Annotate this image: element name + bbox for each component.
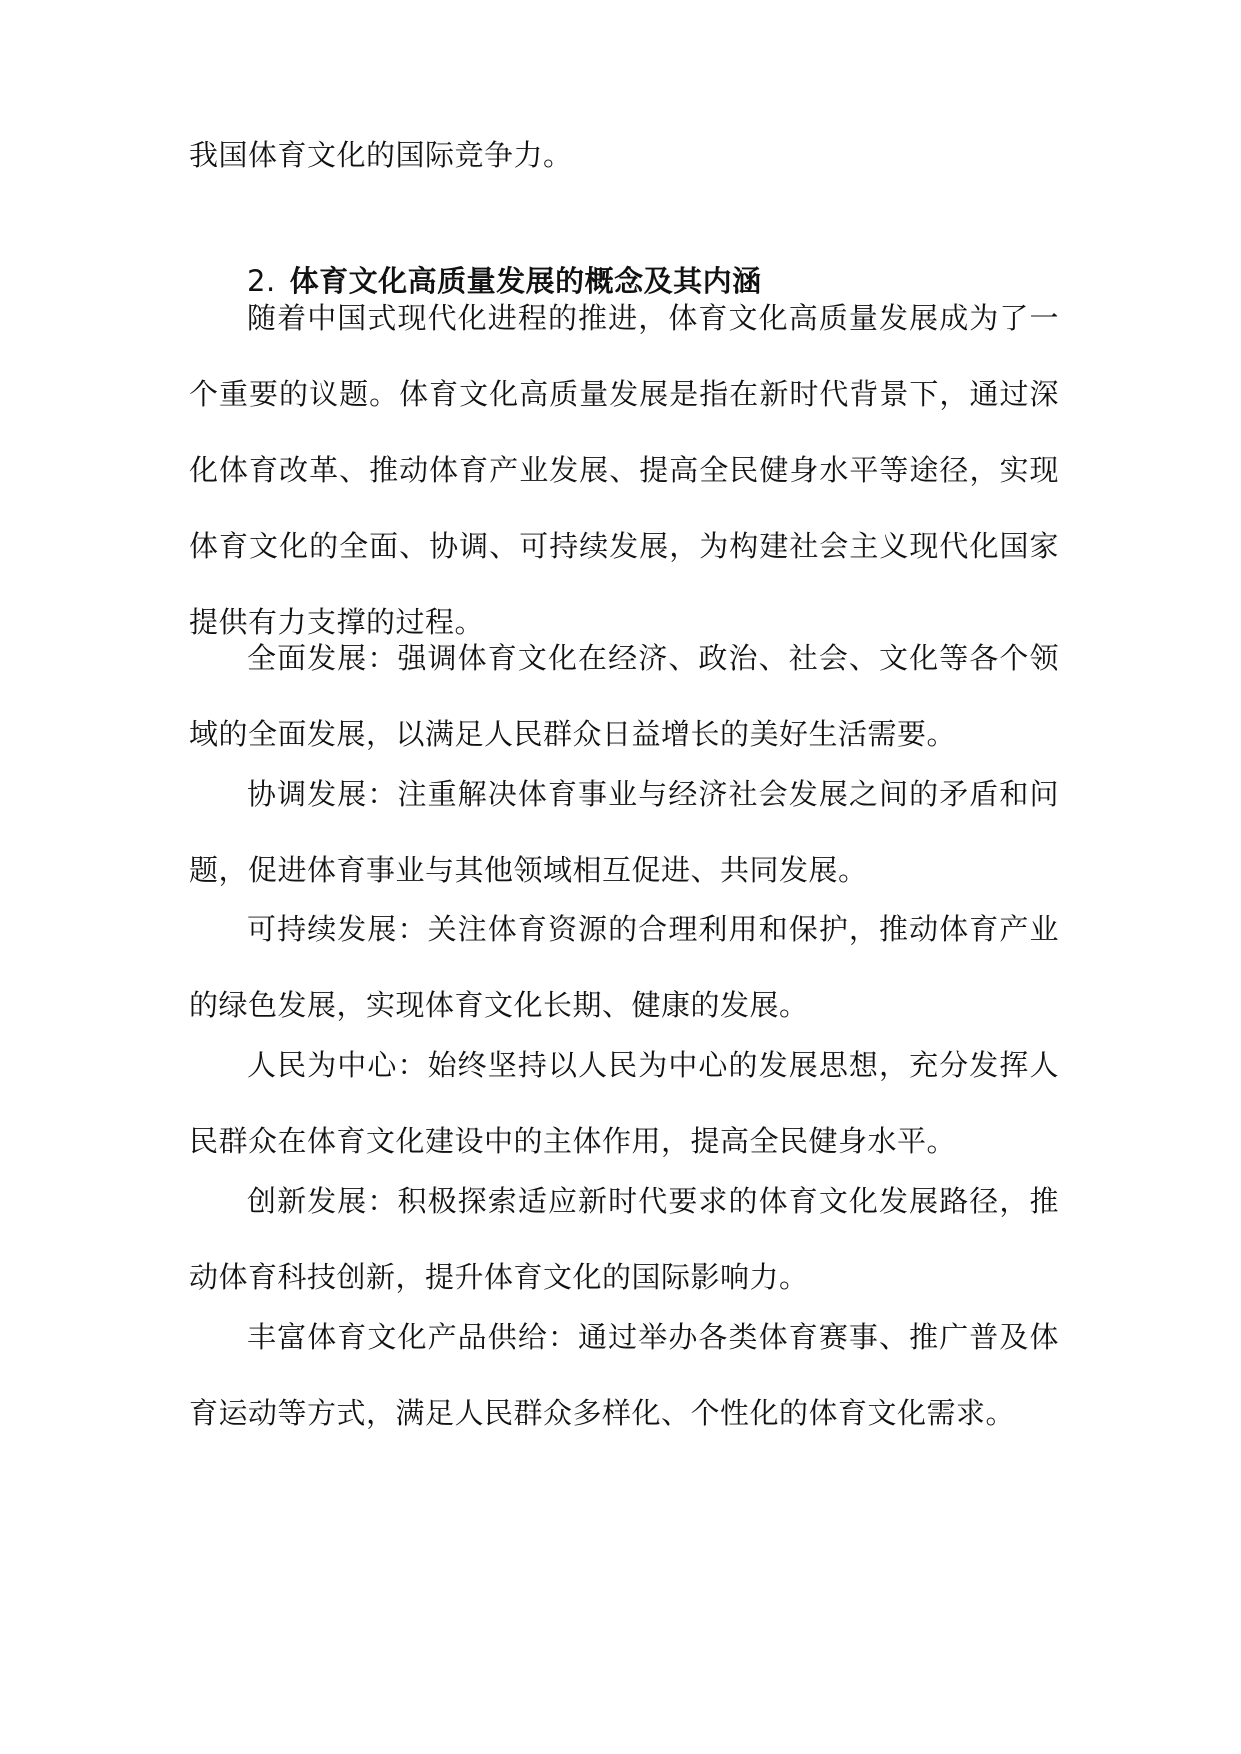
paragraph-coordinated-development: 协调发展：注重解决体育事业与经济社会发展之间的矛盾和问题，促进体育事业与其他领域相互促进、共同发展。 (189, 777, 1059, 887)
paragraph-people-centered: 人民为中心：始终坚持以人民为中心的发展思想，充分发挥人民群众在体育文化建设中的主体作用，提高全民健身水平。 (189, 1048, 1059, 1158)
paragraph-innovative-development: 创新发展：积极探索适应新时代要求的体育文化发展路径，推动体育科技创新，提升体育文化的国际影响力。 (189, 1184, 1059, 1294)
section-number: 2. (247, 264, 276, 298)
paragraph-comprehensive-development: 全面发展：强调体育文化在经济、政治、社会、文化等各个领域的全面发展，以满足人民群众日益增长的美好生活需要。 (189, 641, 1059, 751)
section-title: 体育文化高质量发展的概念及其内涵 (289, 264, 762, 298)
continuation-paragraph: 我国体育文化的国际竞争力。 (189, 138, 573, 172)
paragraph-intro: 随着中国式现代化进程的推进，体育文化高质量发展成为了一个重要的议题。体育文化高质量发展是指在新时代背景下，通过深化体育改革、推动体育产业发展、提高全民健身水平等途径，实现体育文化的全面、协调、可持续发展，为构建社会主义现代化国家提供有力支撑的过程。 (189, 301, 1059, 639)
paragraph-enrich-products: 丰富体育文化产品供给：通过举办各类体育赛事、推广普及体育运动等方式，满足人民群众多样化、个性化的体育文化需求。 (189, 1320, 1059, 1430)
paragraph-sustainable-development: 可持续发展：关注体育资源的合理利用和保护，推动体育产业的绿色发展，实现体育文化长期、健康的发展。 (189, 912, 1059, 1022)
